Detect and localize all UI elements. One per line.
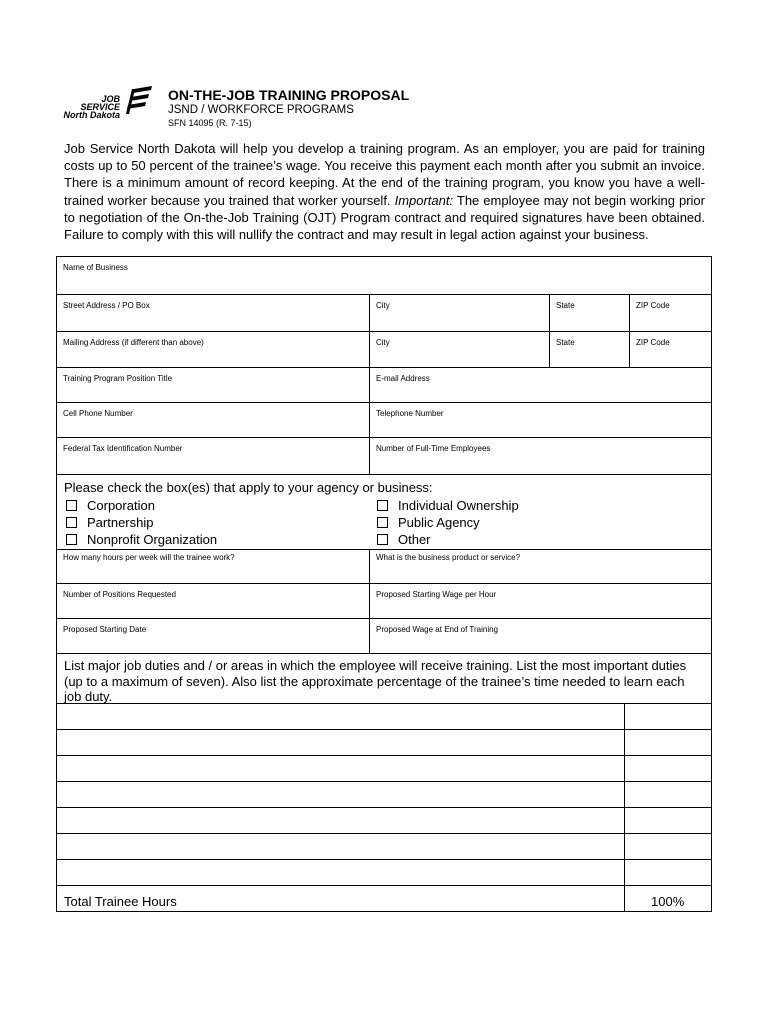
mailing-address-field[interactable] [57,332,369,367]
logo-text-job: JOB [101,94,120,104]
duties-prompt: List major job duties and / or areas in which the employee will receive training. List the most important duties (up to a maximum of seven). Also list the approximate percentage of the trainee’s time needed to learn each job duty. [64,658,687,705]
positions-requested-label: Number of Positions Requested [63,590,176,599]
phone-row [57,403,711,438]
form-subtitle: JSND / WORKFORCE PROGRAMS [168,104,354,116]
tax-id-field[interactable] [57,438,369,474]
total-percent: 100% [651,894,685,909]
duty-row[interactable] [57,860,711,886]
zip-label: ZIP Code [636,301,670,310]
positions-wage-row [57,584,711,619]
form-title: ON-THE-JOB TRAINING PROPOSAL [168,87,410,103]
duty-row[interactable] [57,782,711,808]
city-label: City [376,301,390,310]
mailing-state-field[interactable] [549,332,629,367]
duty-percent-divider [624,834,625,859]
duty-percent-divider [624,782,625,807]
mailing-city-field[interactable] [369,332,549,367]
checkbox-other-label: Other [398,532,431,547]
checkbox-nonprofit[interactable] [66,532,217,547]
total-row [57,886,711,911]
duty-percent-divider [624,886,625,911]
fulltime-employees-field[interactable] [369,438,711,474]
checkbox-individual-ownership[interactable] [377,498,519,513]
telephone-field[interactable] [369,403,711,437]
checkbox-other[interactable] [377,532,431,547]
checkbox-square-icon[interactable] [66,500,77,511]
checkbox-individual-ownership-label: Individual Ownership [398,498,519,513]
tax-id-label: Federal Tax Identification Number [63,444,183,453]
end-wage-field[interactable] [369,619,711,653]
proposal-form [56,256,712,912]
total-trainee-hours-label: Total Trainee Hours [64,894,177,909]
checkbox-partnership-label: Partnership [87,515,154,530]
tax-employees-row [57,438,711,475]
mailing-city-label: City [376,338,390,347]
duty-percent-divider [624,860,625,885]
cell-phone-label: Cell Phone Number [63,409,133,418]
zip-field[interactable] [629,295,711,331]
mailing-state-label: State [556,338,575,347]
telephone-label: Telephone Number [376,409,444,418]
starting-wage-label: Proposed Starting Wage per Hour [376,590,497,599]
starting-wage-field[interactable] [369,584,711,618]
hours-per-week-field[interactable] [57,550,369,583]
starting-date-field[interactable] [57,619,369,653]
business-name-label: Name of Business [63,263,128,272]
business-type-section [57,475,711,549]
position-title-label: Training Program Position Title [63,374,173,383]
duties-prompt-row [57,654,711,704]
job-service-logo [64,84,156,124]
intro-important: Important: [394,192,454,208]
checkbox-partnership[interactable] [66,515,153,530]
logo-text-north-dakota: North Dakota [63,110,120,120]
checkbox-square-icon[interactable] [377,500,388,511]
business-name-field[interactable] [57,257,711,294]
checkbox-public-agency-label: Public Agency [398,515,480,530]
mailing-address-label: Mailing Address (if different than above) [63,338,204,347]
positions-requested-field[interactable] [57,584,369,618]
end-wage-label: Proposed Wage at End of Training [376,625,498,634]
position-title-field[interactable] [57,368,369,402]
state-label: State [556,301,575,310]
checkbox-public-agency[interactable] [377,515,480,530]
email-field[interactable] [369,368,711,402]
city-field[interactable] [369,295,549,331]
business-name-row [57,257,711,295]
mailing-zip-field[interactable] [629,332,711,367]
checkbox-square-icon[interactable] [66,534,77,545]
hours-product-row [57,549,711,584]
logo-text-service: SERVICE [80,102,120,112]
starting-date-label: Proposed Starting Date [63,625,147,634]
form-number: SFN 14095 (R. 7-15) [168,118,252,128]
checkbox-square-icon[interactable] [377,534,388,545]
date-endwage-row [57,619,711,654]
business-product-label: What is the business product or service? [376,553,521,562]
checkbox-square-icon[interactable] [66,517,77,528]
duty-percent-divider [624,808,625,833]
checkbox-nonprofit-label: Nonprofit Organization [87,532,218,547]
checkbox-square-icon[interactable] [377,517,388,528]
street-address-row [57,295,711,332]
duty-row[interactable] [57,704,711,730]
logo-bars-icon [126,86,154,116]
state-field[interactable] [549,295,629,331]
duty-percent-divider [624,756,625,781]
mailing-address-row [57,332,711,368]
duty-row[interactable] [57,730,711,756]
hours-per-week-label: How many hours per week will the trainee work? [63,553,235,562]
duty-row[interactable] [57,756,711,782]
mailing-zip-label: ZIP Code [636,338,670,347]
business-type-prompt: Please check the box(es) that apply to your agency or business: [64,480,433,495]
duty-percent-divider [624,704,625,729]
position-email-row [57,368,711,403]
street-address-label: Street Address / PO Box [63,301,150,310]
cell-phone-field[interactable] [57,403,369,437]
duty-row[interactable] [57,834,711,860]
intro-text-after: The employee may not begin working prior to negotiation of the On-the-Job Training (OJT) Program contract and required signatures have been obtained. Failure to comply with this will nullify the contract and may result in legal action against your business. [64,192,705,243]
street-address-field[interactable] [57,295,369,331]
duty-row[interactable] [57,808,711,834]
intro-paragraph [64,140,705,243]
checkbox-corporation-label: Corporation [87,498,155,513]
duty-percent-divider [624,730,625,755]
intro-text-before: Job Service North Dakota will help you develop a training program. As an employer, you are paid for training costs up to 50 percent of the trainee’s wage. You receive this payment each month after you submit an invoice. There is a minimum amount of record keeping. At the end of the training program, you know you have a well-trained worker because you trained that worker yourself. [64,141,705,208]
checkbox-corporation[interactable] [66,498,155,513]
business-product-field[interactable] [369,550,711,583]
fulltime-employees-label: Number of Full-Time Employees [376,444,491,453]
email-label: E-mail Address [376,374,430,383]
